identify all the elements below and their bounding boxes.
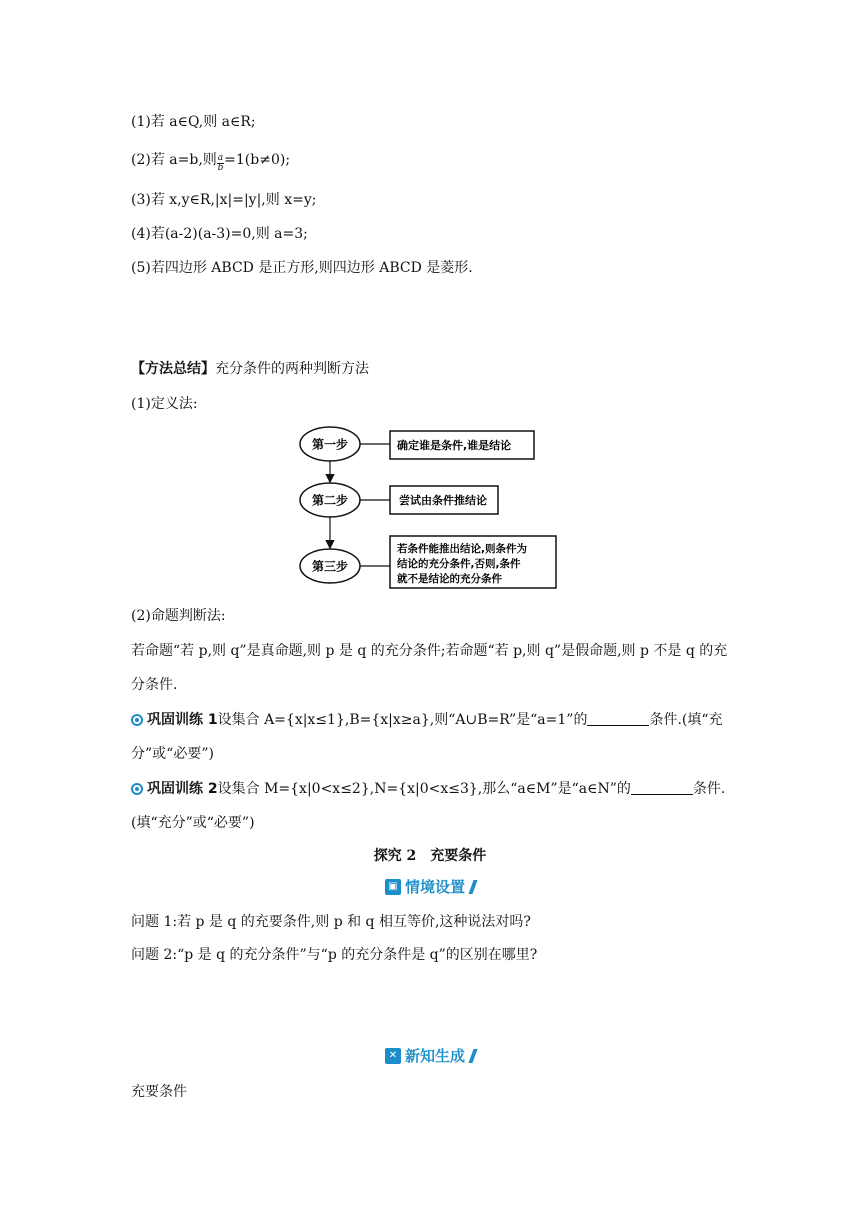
new-knowledge-badge: [385, 1045, 475, 1066]
training-2: [131, 772, 731, 840]
item-1: (1)若 a∈Q,则 a∈R;: [131, 114, 256, 130]
training-1: [131, 703, 731, 771]
box-3-line-3: 就不是结论的充分条件: [397, 573, 502, 585]
answer-blank[interactable]: [631, 780, 693, 795]
definition-method-label: (1)定义法:: [131, 396, 198, 412]
training-1-tail: 条件.(填“充分”或“必要”): [131, 712, 723, 762]
item-2-suffix: =1(b≠0);: [224, 152, 291, 168]
method-summary-title: 充分条件的两种判断方法: [215, 361, 369, 377]
step-2-label: 第二步: [311, 493, 349, 508]
flowchart: [296, 424, 562, 592]
training-1-text: 设集合 A={x|x≤1},B={x|x≥a},则“A∪B=R”是“a=1”的: [217, 712, 588, 728]
target-icon: [131, 783, 143, 795]
box-1-text: 确定谁是条件,谁是结论: [397, 439, 512, 452]
box-3-line-2: 结论的充分条件,否则,条件: [397, 558, 521, 570]
item-2-prefix: (2)若 a=b,则: [131, 152, 217, 168]
answer-blank[interactable]: [587, 711, 649, 726]
necessary-sufficient-heading: 充要条件: [131, 1084, 187, 1100]
item-4: (4)若(a-2)(a-3)=0,则 a=3;: [131, 226, 308, 242]
training-2-label: 巩固训练 2: [147, 781, 218, 797]
box-3-line-1: 若条件能推出结论,则条件为: [397, 543, 527, 555]
item-5: (5)若四边形 ABCD 是正方形,则四边形 ABCD 是菱形.: [131, 260, 473, 276]
item-2: [131, 150, 290, 173]
situation-badge: [385, 876, 475, 897]
fraction-numerator: a: [217, 153, 224, 163]
step-3-label: 第三步: [311, 559, 349, 574]
explore-2-title: 探究 2 充要条件: [373, 848, 487, 864]
new-knowledge-icon: ✕: [385, 1048, 401, 1064]
new-knowledge-badge-row: [0, 1045, 860, 1066]
new-knowledge-badge-label: 新知生成: [404, 1047, 465, 1065]
fraction-denominator: b: [217, 163, 224, 173]
situation-badge-label: 情境设置: [404, 878, 465, 896]
training-1-label: 巩固训练 1: [147, 712, 218, 728]
training-2-text: 设集合 M={x|0<x≤2},N={x|0<x≤3},那么“a∈M”是“a∈N”的: [217, 781, 631, 797]
badge-tail-icon: [468, 880, 477, 894]
method-summary-heading: [131, 358, 369, 378]
method-summary-tag: 【方法总结】: [131, 361, 215, 377]
situation-icon: ▣: [385, 879, 401, 895]
item-3: (3)若 x,y∈R,|x|=|y|,则 x=y;: [131, 192, 317, 208]
target-icon: [131, 714, 143, 726]
proposition-method-text: 若命题“若 p,则 q”是真命题,则 p 是 q 的充分条件;若命题“若 p,则 q”是假命题,则 p 不是 q 的充分条件.: [131, 643, 728, 693]
proposition-method-label: (2)命题判断法:: [131, 608, 226, 624]
question-1: 问题 1:若 p 是 q 的充要条件,则 p 和 q 相互等价,这种说法对吗?: [131, 914, 531, 930]
training-2-tail: 条件.(填“充分”或“必要”): [131, 781, 726, 831]
box-2-text: 尝试由条件推结论: [399, 494, 487, 507]
situation-badge-row: [0, 876, 860, 897]
badge-tail-icon: [468, 1049, 477, 1063]
question-2: 问题 2:“p 是 q 的充分条件”与“p 的充分条件是 q”的区别在哪里?: [131, 947, 538, 963]
step-1-label: 第一步: [311, 437, 349, 452]
